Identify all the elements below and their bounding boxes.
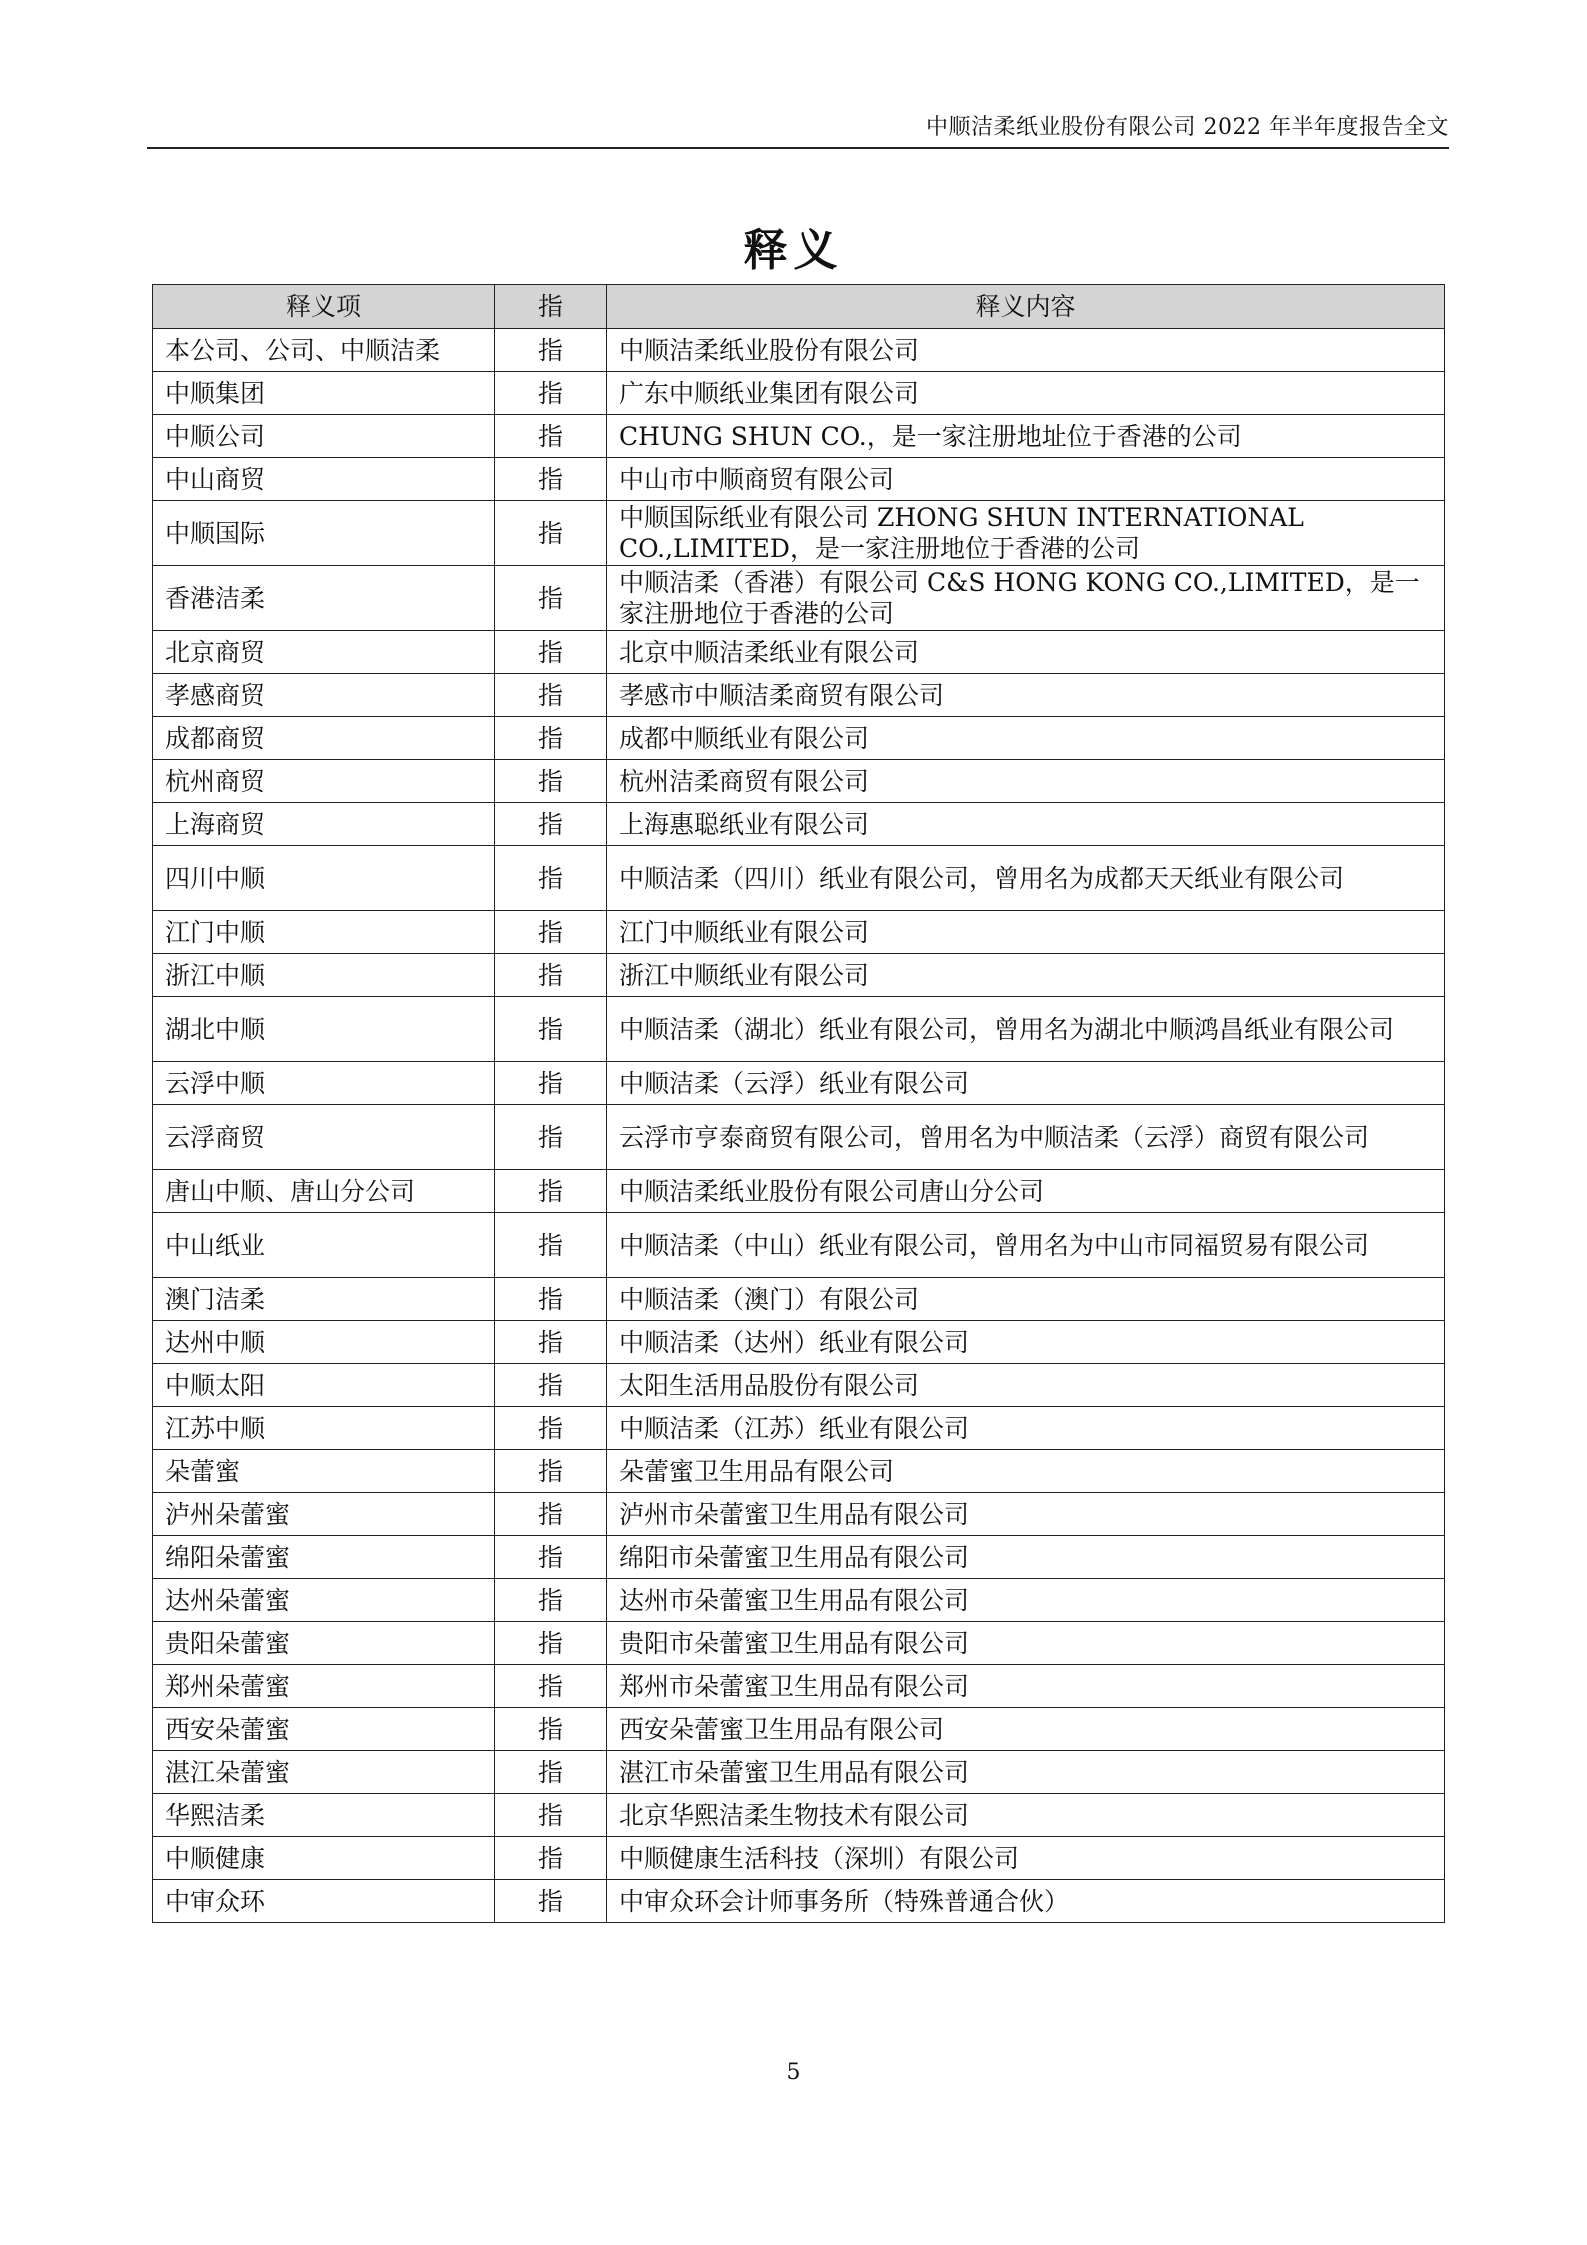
term-cell: 唐山中顺、唐山分公司 bbox=[153, 1170, 495, 1213]
term-cell: 澳门洁柔 bbox=[153, 1278, 495, 1321]
meaning-cell: 中顺洁柔（香港）有限公司 C&S HONG KONG CO.,LIMITED，是一家注册地位于香港的公司 bbox=[607, 566, 1445, 631]
term-cell: 江门中顺 bbox=[153, 911, 495, 954]
term-cell: 四川中顺 bbox=[153, 846, 495, 911]
table-row bbox=[153, 1105, 1445, 1170]
meaning-cell: 广东中顺纸业集团有限公司 bbox=[607, 372, 1445, 415]
term-cell: 中山商贸 bbox=[153, 458, 495, 501]
ref-cell: 指 bbox=[495, 846, 607, 911]
term-cell: 本公司、公司、中顺洁柔 bbox=[153, 329, 495, 372]
table-row bbox=[153, 1407, 1445, 1450]
meaning-cell: 达州市朵蕾蜜卫生用品有限公司 bbox=[607, 1579, 1445, 1622]
term-cell: 绵阳朵蕾蜜 bbox=[153, 1536, 495, 1579]
ref-cell: 指 bbox=[495, 1708, 607, 1751]
term-cell: 香港洁柔 bbox=[153, 566, 495, 631]
meaning-cell: 郑州市朵蕾蜜卫生用品有限公司 bbox=[607, 1665, 1445, 1708]
ref-cell: 指 bbox=[495, 954, 607, 997]
ref-cell: 指 bbox=[495, 1407, 607, 1450]
term-cell: 湛江朵蕾蜜 bbox=[153, 1751, 495, 1794]
meaning-cell: 中顺洁柔（江苏）纸业有限公司 bbox=[607, 1407, 1445, 1450]
meaning-cell: 成都中顺纸业有限公司 bbox=[607, 717, 1445, 760]
term-cell: 中顺国际 bbox=[153, 501, 495, 566]
meaning-cell: 中山市中顺商贸有限公司 bbox=[607, 458, 1445, 501]
table-body bbox=[153, 329, 1445, 1923]
term-cell: 中顺太阳 bbox=[153, 1364, 495, 1407]
ref-cell: 指 bbox=[495, 1213, 607, 1278]
term-cell: 华熙洁柔 bbox=[153, 1794, 495, 1837]
term-cell: 成都商贸 bbox=[153, 717, 495, 760]
meaning-cell: 孝感市中顺洁柔商贸有限公司 bbox=[607, 674, 1445, 717]
table-row bbox=[153, 1622, 1445, 1665]
ref-cell: 指 bbox=[495, 1794, 607, 1837]
table-row bbox=[153, 1708, 1445, 1751]
table-row bbox=[153, 458, 1445, 501]
ref-cell: 指 bbox=[495, 911, 607, 954]
ref-cell: 指 bbox=[495, 674, 607, 717]
term-cell: 中山纸业 bbox=[153, 1213, 495, 1278]
table-row bbox=[153, 1321, 1445, 1364]
ref-cell: 指 bbox=[495, 803, 607, 846]
term-cell: 泸州朵蕾蜜 bbox=[153, 1493, 495, 1536]
meaning-cell: 太阳生活用品股份有限公司 bbox=[607, 1364, 1445, 1407]
term-cell: 达州中顺 bbox=[153, 1321, 495, 1364]
table-row bbox=[153, 501, 1445, 566]
ref-cell: 指 bbox=[495, 1837, 607, 1880]
table-row bbox=[153, 631, 1445, 674]
term-cell: 杭州商贸 bbox=[153, 760, 495, 803]
ref-cell: 指 bbox=[495, 329, 607, 372]
ref-cell: 指 bbox=[495, 415, 607, 458]
ref-cell: 指 bbox=[495, 760, 607, 803]
meaning-cell: 北京华熙洁柔生物技术有限公司 bbox=[607, 1794, 1445, 1837]
table-row bbox=[153, 1579, 1445, 1622]
table-row bbox=[153, 1536, 1445, 1579]
term-cell: 上海商贸 bbox=[153, 803, 495, 846]
table-row bbox=[153, 803, 1445, 846]
table-row bbox=[153, 1493, 1445, 1536]
term-cell: 朵蕾蜜 bbox=[153, 1450, 495, 1493]
term-cell: 湖北中顺 bbox=[153, 997, 495, 1062]
meaning-cell: 绵阳市朵蕾蜜卫生用品有限公司 bbox=[607, 1536, 1445, 1579]
table-row bbox=[153, 329, 1445, 372]
ref-cell: 指 bbox=[495, 1493, 607, 1536]
ref-cell: 指 bbox=[495, 1880, 607, 1923]
table-header-row bbox=[153, 285, 1445, 329]
term-cell: 中顺健康 bbox=[153, 1837, 495, 1880]
term-cell: 中顺集团 bbox=[153, 372, 495, 415]
meaning-cell: 贵阳市朵蕾蜜卫生用品有限公司 bbox=[607, 1622, 1445, 1665]
running-header: 中顺洁柔纸业股份有限公司 2022 年半年度报告全文 bbox=[926, 115, 1449, 140]
meaning-cell: 中顺洁柔（澳门）有限公司 bbox=[607, 1278, 1445, 1321]
meaning-cell: 中审众环会计师事务所（特殊普通合伙） bbox=[607, 1880, 1445, 1923]
term-cell: 西安朵蕾蜜 bbox=[153, 1708, 495, 1751]
table-row bbox=[153, 1665, 1445, 1708]
meaning-cell: 中顺健康生活科技（深圳）有限公司 bbox=[607, 1837, 1445, 1880]
term-cell: 北京商贸 bbox=[153, 631, 495, 674]
meaning-cell: 湛江市朵蕾蜜卫生用品有限公司 bbox=[607, 1751, 1445, 1794]
ref-cell: 指 bbox=[495, 1665, 607, 1708]
table-row bbox=[153, 415, 1445, 458]
term-cell: 浙江中顺 bbox=[153, 954, 495, 997]
table-row bbox=[153, 1364, 1445, 1407]
meaning-cell: 北京中顺洁柔纸业有限公司 bbox=[607, 631, 1445, 674]
term-cell: 江苏中顺 bbox=[153, 1407, 495, 1450]
table-row bbox=[153, 1794, 1445, 1837]
meaning-cell: 泸州市朵蕾蜜卫生用品有限公司 bbox=[607, 1493, 1445, 1536]
ref-cell: 指 bbox=[495, 717, 607, 760]
ref-cell: 指 bbox=[495, 1450, 607, 1493]
meaning-cell: 云浮市亨泰商贸有限公司，曾用名为中顺洁柔（云浮）商贸有限公司 bbox=[607, 1105, 1445, 1170]
ref-cell: 指 bbox=[495, 997, 607, 1062]
term-cell: 云浮中顺 bbox=[153, 1062, 495, 1105]
table-row bbox=[153, 1278, 1445, 1321]
definitions-table bbox=[152, 284, 1445, 1923]
meaning-cell: 中顺国际纸业有限公司 ZHONG SHUN INTERNATIONAL CO.,LIMITED，是一家注册地位于香港的公司 bbox=[607, 501, 1445, 566]
meaning-cell: 中顺洁柔纸业股份有限公司唐山分公司 bbox=[607, 1170, 1445, 1213]
ref-cell: 指 bbox=[495, 1751, 607, 1794]
term-cell: 云浮商贸 bbox=[153, 1105, 495, 1170]
table-row bbox=[153, 846, 1445, 911]
meaning-cell: 中顺洁柔（中山）纸业有限公司，曾用名为中山市同福贸易有限公司 bbox=[607, 1213, 1445, 1278]
page-title: 释义 bbox=[743, 225, 844, 276]
column-header-term: 释义项 bbox=[153, 285, 495, 329]
table-row bbox=[153, 1880, 1445, 1923]
table-row bbox=[153, 954, 1445, 997]
ref-cell: 指 bbox=[495, 1278, 607, 1321]
meaning-cell: 浙江中顺纸业有限公司 bbox=[607, 954, 1445, 997]
table-row bbox=[153, 566, 1445, 631]
ref-cell: 指 bbox=[495, 372, 607, 415]
meaning-cell: 中顺洁柔（四川）纸业有限公司，曾用名为成都天天纸业有限公司 bbox=[607, 846, 1445, 911]
term-cell: 郑州朵蕾蜜 bbox=[153, 1665, 495, 1708]
ref-cell: 指 bbox=[495, 1579, 607, 1622]
meaning-cell: 中顺洁柔（云浮）纸业有限公司 bbox=[607, 1062, 1445, 1105]
table-row bbox=[153, 911, 1445, 954]
meaning-cell: 中顺洁柔（湖北）纸业有限公司，曾用名为湖北中顺鸿昌纸业有限公司 bbox=[607, 997, 1445, 1062]
table-row bbox=[153, 674, 1445, 717]
meaning-cell: 上海惠聪纸业有限公司 bbox=[607, 803, 1445, 846]
meaning-cell: 中顺洁柔纸业股份有限公司 bbox=[607, 329, 1445, 372]
ref-cell: 指 bbox=[495, 458, 607, 501]
meaning-cell: 朵蕾蜜卫生用品有限公司 bbox=[607, 1450, 1445, 1493]
column-header-meaning: 释义内容 bbox=[607, 285, 1445, 329]
meaning-cell: 中顺洁柔（达州）纸业有限公司 bbox=[607, 1321, 1445, 1364]
ref-cell: 指 bbox=[495, 501, 607, 566]
ref-cell: 指 bbox=[495, 1536, 607, 1579]
table-row bbox=[153, 1751, 1445, 1794]
term-cell: 中顺公司 bbox=[153, 415, 495, 458]
ref-cell: 指 bbox=[495, 631, 607, 674]
meaning-cell: 西安朵蕾蜜卫生用品有限公司 bbox=[607, 1708, 1445, 1751]
ref-cell: 指 bbox=[495, 1170, 607, 1213]
ref-cell: 指 bbox=[495, 1062, 607, 1105]
ref-cell: 指 bbox=[495, 1364, 607, 1407]
header-divider bbox=[147, 147, 1449, 149]
term-cell: 达州朵蕾蜜 bbox=[153, 1579, 495, 1622]
meaning-cell: CHUNG SHUN CO.，是一家注册地址位于香港的公司 bbox=[607, 415, 1445, 458]
term-cell: 中审众环 bbox=[153, 1880, 495, 1923]
ref-cell: 指 bbox=[495, 1105, 607, 1170]
table-row bbox=[153, 1450, 1445, 1493]
term-cell: 贵阳朵蕾蜜 bbox=[153, 1622, 495, 1665]
ref-cell: 指 bbox=[495, 1622, 607, 1665]
column-header-ref: 指 bbox=[495, 285, 607, 329]
term-cell: 孝感商贸 bbox=[153, 674, 495, 717]
table-row bbox=[153, 717, 1445, 760]
ref-cell: 指 bbox=[495, 1321, 607, 1364]
page-number: 5 bbox=[786, 2060, 801, 2085]
table-row bbox=[153, 372, 1445, 415]
table-row bbox=[153, 1213, 1445, 1278]
table-row bbox=[153, 1170, 1445, 1213]
meaning-cell: 杭州洁柔商贸有限公司 bbox=[607, 760, 1445, 803]
meaning-cell: 江门中顺纸业有限公司 bbox=[607, 911, 1445, 954]
ref-cell: 指 bbox=[495, 566, 607, 631]
table-row bbox=[153, 997, 1445, 1062]
table-row bbox=[153, 1062, 1445, 1105]
table-row bbox=[153, 1837, 1445, 1880]
table-row bbox=[153, 760, 1445, 803]
